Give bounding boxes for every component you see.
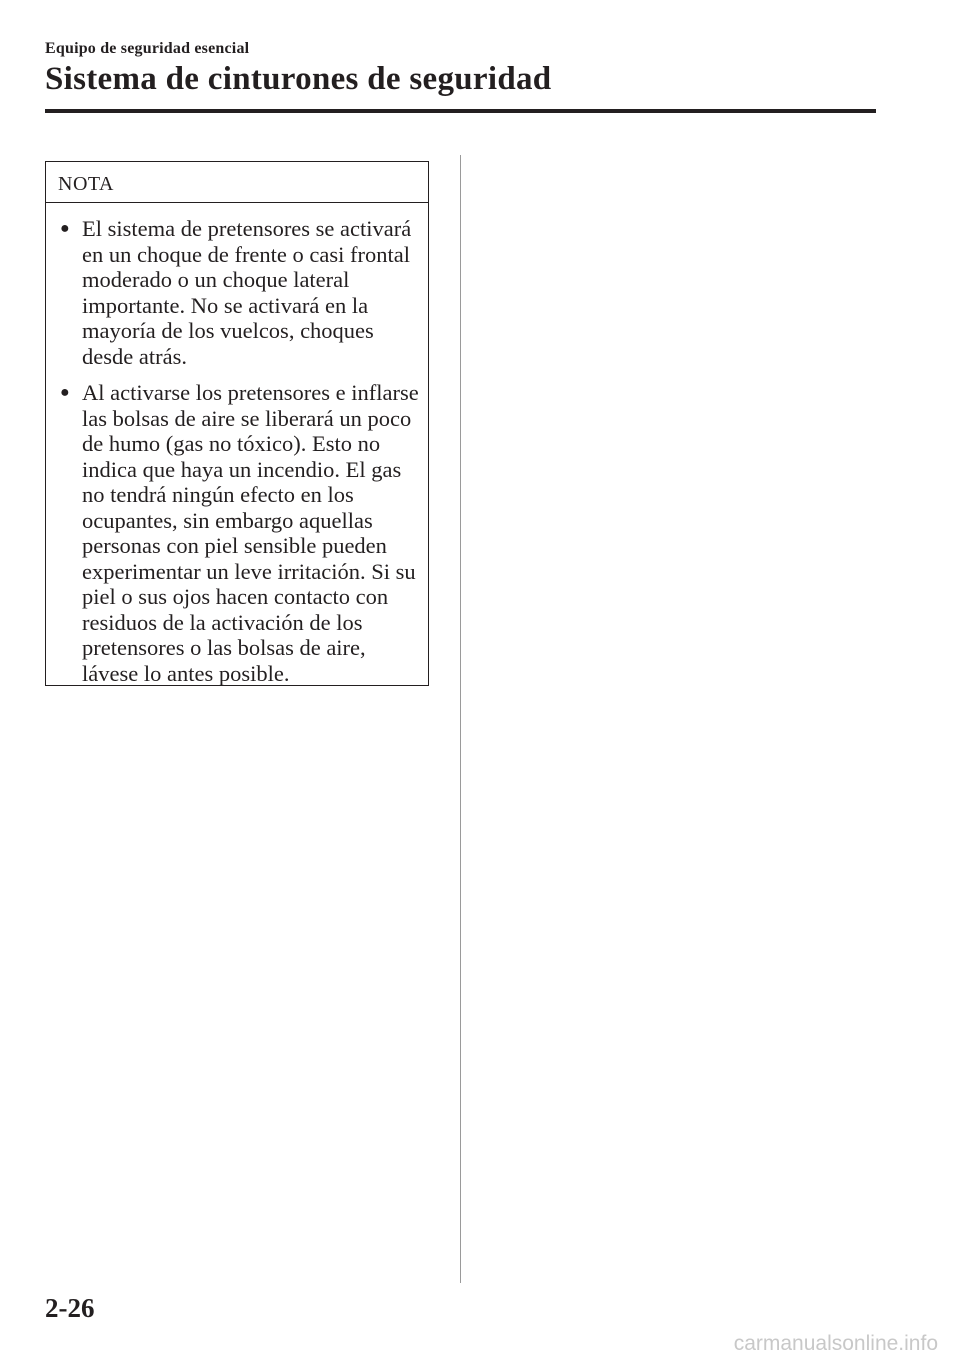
bullet-icon: ● [60, 384, 70, 401]
note-line: experimentar un leve irritación. Si su [82, 558, 416, 584]
note-line: ocupantes, sin embargo aquellas [82, 507, 373, 533]
note-line: lávese lo antes posible. [82, 660, 290, 686]
note-line: de humo (gas no tóxico). Esto no [82, 431, 381, 456]
note-line: las bolsas de aire se liberará un poco [82, 405, 412, 431]
note-item [46, 380, 428, 686]
note-box [45, 161, 429, 686]
note-line: no tendrá ningún efecto en los [82, 482, 354, 507]
note-line: en un choque de frente o casi frontal [82, 241, 410, 267]
note-item [46, 216, 428, 369]
note-line: mayoría de los vuelcos, choques [82, 318, 374, 343]
column-divider [460, 155, 461, 1283]
bullet-icon: ● [60, 220, 70, 237]
page-number: 2-26 [45, 1293, 95, 1323]
title-rule [45, 109, 876, 113]
note-line: moderado o un choque lateral [82, 267, 350, 292]
note-line: desde atrás. [82, 343, 187, 369]
note-title: NOTA [46, 162, 428, 203]
note-line: El sistema de pretensores se activará [82, 216, 412, 241]
note-line: residuos de la activación de los [82, 609, 363, 635]
page-title: Sistema de cinturones de seguridad [45, 61, 552, 97]
note-line: piel o sus ojos hacen contacto con [82, 584, 389, 609]
note-line: importante. No se activará en la [82, 292, 369, 318]
note-line: indica que haya un incendio. El gas [82, 456, 402, 482]
section-label: Equipo de seguridad esencial [45, 40, 250, 57]
note-line: personas con piel sensible pueden [82, 533, 387, 558]
note-line: Al activarse los pretensores e inflarse [82, 380, 419, 405]
watermark: carmanualsonline.info [733, 1332, 938, 1355]
note-line: pretensores o las bolsas de aire, [82, 635, 366, 660]
note-list [46, 216, 428, 686]
